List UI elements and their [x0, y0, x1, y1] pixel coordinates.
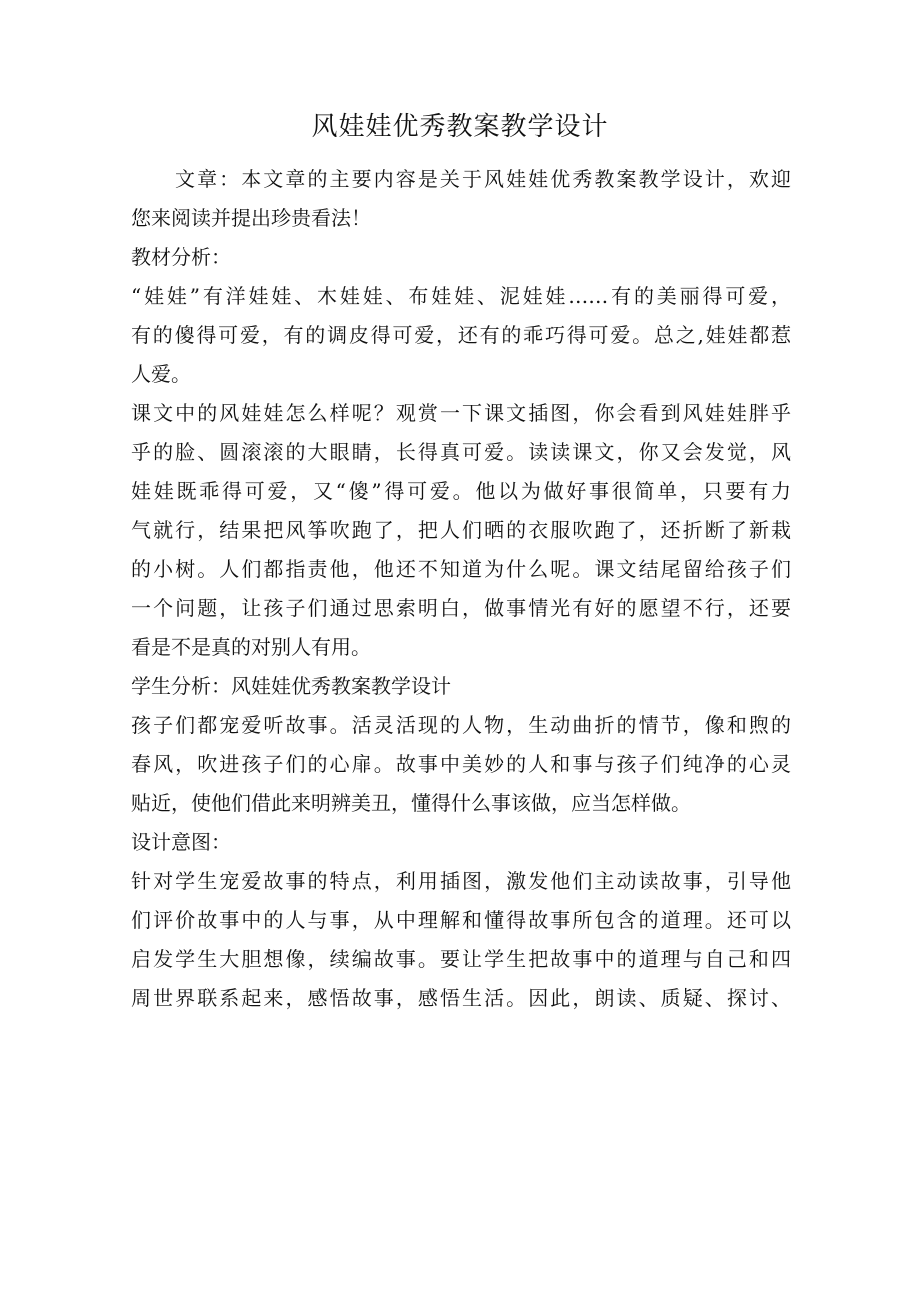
text-line: 春风，吹进孩子们的心扉。故事中美妙的人和事与孩子们纯净的心灵 — [131, 752, 791, 776]
text-line: 课文中的风娃娃怎么样呢？观赏一下课文插图，你会看到风娃娃胖乎 — [131, 401, 791, 425]
text-line: 贴近，使他们借此来明辨美丑，懂得什么事该做，应当怎样做。 — [131, 791, 691, 815]
text-line: 启发学生大胆想像，续编故事。要让学生把故事中的道理与自己和四 — [131, 947, 791, 971]
text-line: 设计意图： — [131, 830, 231, 854]
text-line: 娃娃既乖得可爱，又“傻”得可爱。他以为做好事很简单，只要有力 — [131, 479, 791, 503]
text-line: 的小树。人们都指责他，他还不知道为什么呢。课文结尾留给孩子们 — [131, 557, 791, 581]
document-title: 风娃娃优秀教案教学设计 — [311, 112, 609, 142]
text-line: 乎的脸、圆滚滚的大眼睛，长得真可爱。读读课文，你又会发觉，风 — [131, 440, 791, 464]
text-line: “娃娃”有洋娃娃、木娃娃、布娃娃、泥娃娃……有的美丽得可爱， — [131, 284, 791, 308]
text-line: 一个问题，让孩子们通过思索明白，做事情光有好的愿望不行，还要 — [131, 596, 791, 620]
text-line: 教材分析： — [131, 245, 231, 269]
text-line: 孩子们都宠爱听故事。活灵活现的人物，生动曲折的情节，像和煦的 — [131, 713, 791, 737]
text-line: 们评价故事中的人与事，从中理解和懂得故事所包含的道理。还可以 — [131, 908, 791, 932]
text-line: 周世界联系起来，感悟故事，感悟生活。因此，朗读、质疑、探讨、 — [131, 986, 791, 1010]
text-line: 您来阅读并提出珍贵看法！ — [131, 206, 371, 230]
text-line: 看是不是真的对别人有用。 — [131, 635, 371, 659]
text-line: 文章：本文章的主要内容是关于风娃娃优秀教案教学设计，欢迎 — [175, 167, 791, 191]
text-line: 学生分析：风娃娃优秀教案教学设计 — [131, 674, 451, 698]
text-line: 人爱。 — [131, 362, 191, 386]
text-line: 气就行，结果把风筝吹跑了，把人们晒的衣服吹跑了，还折断了新栽 — [131, 518, 791, 542]
text-line: 有的傻得可爱，有的调皮得可爱，还有的乖巧得可爱。总之,娃娃都惹 — [131, 323, 791, 347]
document-body — [131, 160, 791, 1018]
text-line: 针对学生宠爱故事的特点，利用插图，激发他们主动读故事，引导他 — [131, 869, 791, 893]
